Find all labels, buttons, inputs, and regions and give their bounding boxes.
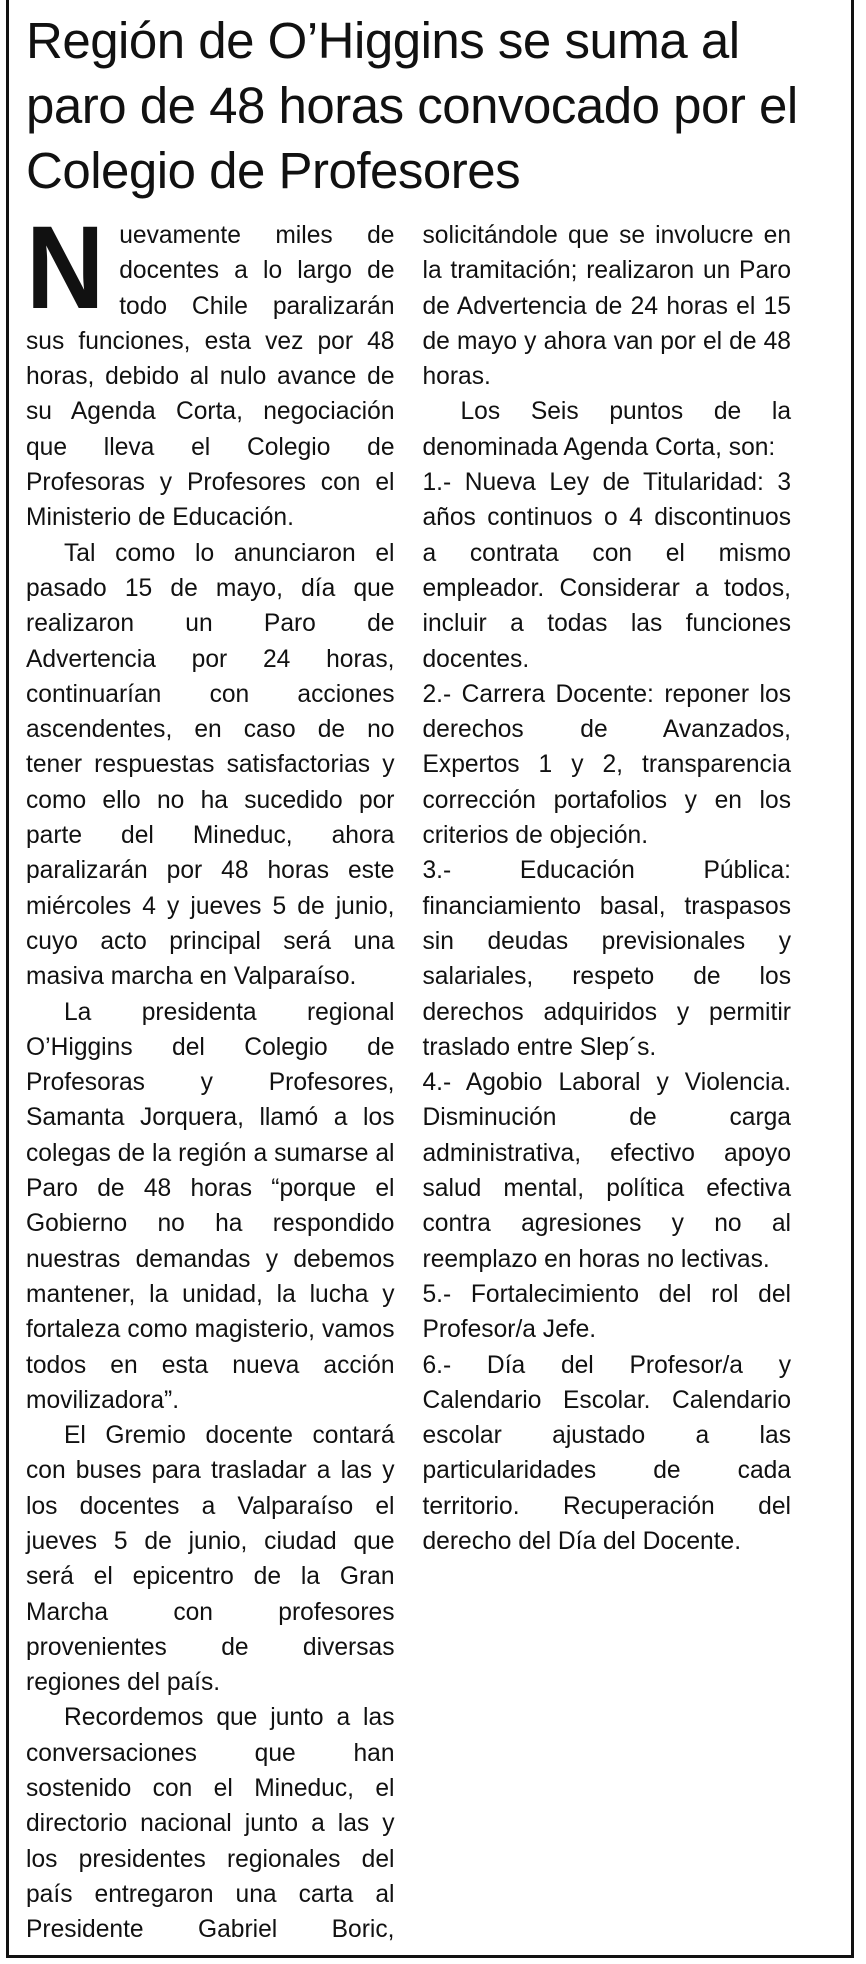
- article-paragraph: El Gremio docente contará con buses para trasladar a las y los docentes a Valparaíso el jueves 5 de junio, ciudad que será el epicentro de la Gran Marcha con profesores provenientes de diversas regiones del país.: [26, 1422, 395, 1697]
- article-paragraph: Los Seis puntos de la denominada Agenda Corta, son:: [422, 398, 791, 461]
- agenda-point: 1.- Nueva Ley de Titularidad: 3 años continuos o 4 discontinuos a contrata con el mismo empleador. Considerar a todos, incluir a todas las funciones docentes.: [422, 469, 791, 673]
- agenda-point: 3.- Educación Pública: financiamiento basal, traspasos sin deudas previsionales y salariales, respeto de los derechos adquiridos y permitir traslado entre Slep´s.: [422, 857, 791, 1061]
- agenda-point: 4.- Agobio Laboral y Violencia. Disminución de carga administrativa, efectivo apoyo salud mental, política efectiva contra agresiones y no al reemplazo en horas no lectivas.: [422, 1069, 791, 1273]
- agenda-point: 6.- Día del Profesor/a y Calendario Escolar. Calendario escolar ajustado a las particularidades de cada territorio. Recuperación del derecho del Día del Docente.: [422, 1351, 791, 1555]
- drop-cap: N: [26, 202, 105, 334]
- article-paragraph: La presidenta regional O’Higgins del Colegio de Profesoras y Profesores, Samanta Jorquera, llamó a los colegas de la región a sumarse al Paro de 48 horas “porque el Gobierno no ha respondido nuestras demandas y debemos mantener, la unidad, la lucha y fortaleza como magisterio, vamos todos en esta nueva acción movilizadora”.: [26, 998, 395, 1414]
- agenda-point: 2.- Carrera Docente: reponer los derechos de Avanzados, Expertos 1 y 2, transparencia corrección portafolios y en los criterios de objeción.: [422, 680, 791, 850]
- article-paragraph: Nuevamente miles de docentes a lo largo de todo Chile paralizarán sus funciones, esta vez por 48 horas, debido al nulo avance de su Agenda Corta, negociación que lleva el Colegio de Profesoras y Profesores con el Ministerio de Educación.: [26, 202, 395, 532]
- article-body: [26, 202, 791, 1948]
- article-paragraph: Recordemos que junto a las conversaciones que han sostenido con el Mineduc, el directorio nacional junto a las y los presidentes regionales del país entregaron una carta al Presidente Gabriel Boric, solicitándole que se involucre en la tramitación; realizaron un Paro de Advertencia de 24 horas el 15 de mayo y ahora van por el de 48 horas.: [26, 222, 791, 1944]
- article-headline: Región de O’Higgins se suma al paro de 48 horas convocado por el Colegio de Profesores: [26, 12, 798, 199]
- agenda-point: 5.- Fortalecimiento del rol del Profesor/a Jefe.: [422, 1280, 791, 1344]
- article-paragraph: Tal como lo anunciaron el pasado 15 de mayo, día que realizaron un Paro de Advertencia por 24 horas, continuarían con acciones ascendentes, en caso de no tener respuestas satisfactorias y como ello no ha sucedido por parte del Mineduc, ahora paralizarán por 48 horas este miércoles 4 y jueves 5 de junio, cuyo acto principal será una masiva marcha en Valparaíso.: [26, 539, 395, 991]
